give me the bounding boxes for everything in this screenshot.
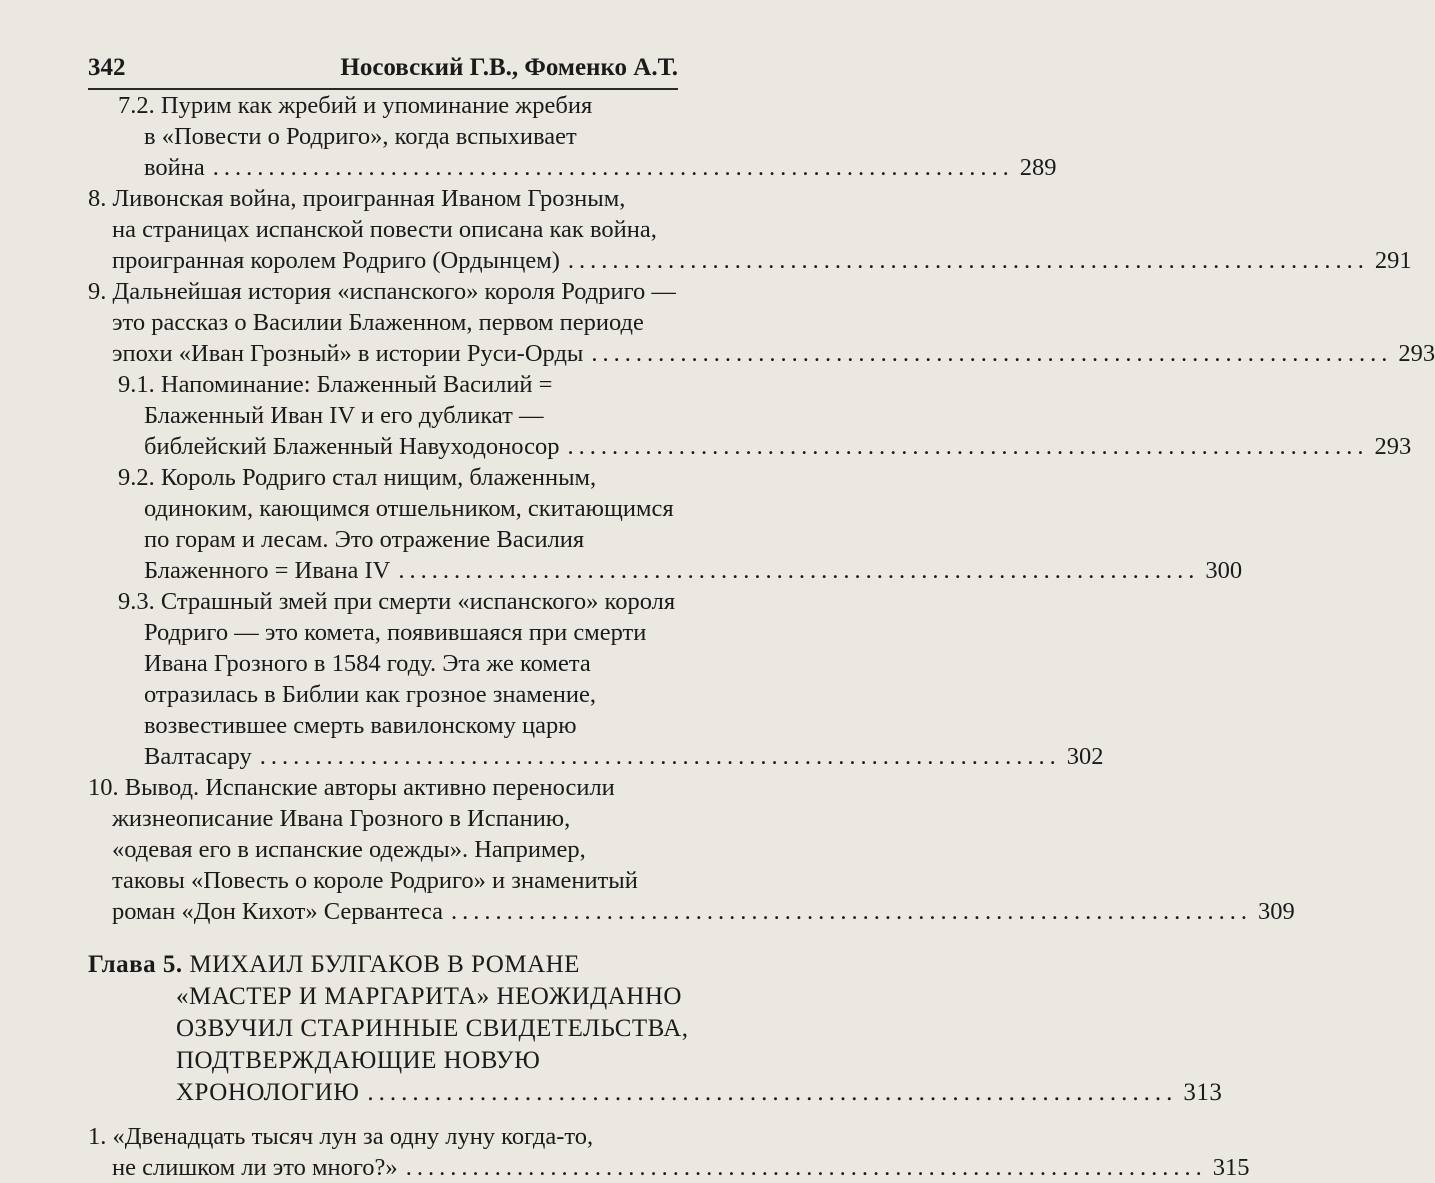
toc-entry-text: проигранная королем Родриго (Ордынцем) xyxy=(112,247,560,274)
toc-entry-line: одиноким, кающимся отшельником, скитающимся xyxy=(144,495,674,522)
toc-entry-line: в «Повести о Родриго», когда вспыхивает xyxy=(144,123,577,150)
toc-entry-9-2 xyxy=(88,462,1243,586)
toc-page-number: 315 xyxy=(1212,1154,1250,1181)
toc-entry-line: 10. Вывод. Испанские авторы активно переносили xyxy=(88,774,615,801)
dot-leader: ........................................................................ xyxy=(567,247,1369,274)
toc-entry-line: 8. Ливонская война, проигранная Иваном Грозным, xyxy=(88,185,626,212)
toc-entry-last-line xyxy=(88,1152,1250,1183)
toc-entry-8 xyxy=(88,183,1412,276)
chapter-title-line xyxy=(88,949,678,981)
toc-entry-line: 9.3. Страшный змей при смерти «испанского» короля xyxy=(118,588,676,615)
toc-entry-last-line xyxy=(88,245,1412,276)
chapter-title-last-line xyxy=(88,1077,1223,1109)
toc-page-number: 302 xyxy=(1066,743,1104,770)
toc-entry-last-line xyxy=(88,152,1057,183)
toc-entry-9-3 xyxy=(88,586,1104,772)
toc-entry-ch5-1 xyxy=(88,1121,1250,1183)
toc-entry-line: 9.2. Король Родриго стал нищим, блаженным, xyxy=(118,464,597,491)
table-of-contents xyxy=(88,90,1435,1183)
dot-leader: ........................................................................ xyxy=(450,898,1252,925)
toc-entry-line: «одевая его в испанские одежды». Например, xyxy=(112,836,586,863)
chapter-title-text: ХРОНОЛОГИЮ xyxy=(176,1079,360,1106)
toc-entry-last-line xyxy=(88,431,1412,462)
spacer xyxy=(88,1109,678,1121)
toc-entry-line: 9. Дальнейшая история «испанского» короля Родриго — xyxy=(88,278,676,305)
chapter-label: Глава 5. xyxy=(88,951,183,978)
chapter-title-line: ОЗВУЧИЛ СТАРИННЫЕ СВИДЕТЕЛЬСТВА, xyxy=(176,1015,689,1042)
toc-entry-text: роман «Дон Кихот» Сервантеса xyxy=(112,898,443,925)
toc-entry-line: возвестившее смерть вавилонскому царю xyxy=(144,712,577,739)
toc-chapter-5 xyxy=(88,949,1223,1109)
toc-entry-line: Блаженный Иван IV и его дубликат — xyxy=(144,402,544,429)
dot-leader: ........................................................................ xyxy=(405,1154,1207,1181)
running-head-authors: Носовский Г.В., Фоменко А.Т. xyxy=(340,54,678,81)
dot-leader: ........................................................................ xyxy=(259,743,1061,770)
dot-leader: ........................................................................ xyxy=(591,340,1393,367)
toc-entry-text: война xyxy=(144,154,205,181)
toc-entry-last-line xyxy=(88,555,1243,586)
page-number: 342 xyxy=(88,54,126,81)
toc-page-number: 313 xyxy=(1183,1079,1223,1106)
toc-entry-text: эпохи «Иван Грозный» в истории Руси-Орды xyxy=(112,340,584,367)
toc-entry-text: библейский Блаженный Навуходоносор xyxy=(144,433,560,460)
toc-entry-text: не слишком ли это много?» xyxy=(112,1154,398,1181)
dot-leader: ........................................................................ xyxy=(367,1079,1178,1106)
toc-entry-line: это рассказ о Василии Блаженном, первом периоде xyxy=(112,309,644,336)
toc-page-number: 291 xyxy=(1374,247,1412,274)
toc-entry-line: 1. «Двенадцать тысяч лун за одну луну когда-то, xyxy=(88,1123,594,1150)
toc-entry-line: Ивана Грозного в 1584 году. Эта же комета xyxy=(144,650,591,677)
toc-entry-text: Блаженного = Ивана IV xyxy=(144,557,391,584)
toc-entry-9 xyxy=(88,276,1435,369)
toc-page-number: 293 xyxy=(1374,433,1412,460)
toc-entry-line: 9.1. Напоминание: Блаженный Василий = xyxy=(118,371,553,398)
toc-entry-line: жизнеописание Ивана Грозного в Испанию, xyxy=(112,805,571,832)
toc-entry-10 xyxy=(88,772,1295,927)
toc-page-number: 293 xyxy=(1398,340,1435,367)
toc-entry-line: на страницах испанской повести описана как война, xyxy=(112,216,657,243)
toc-entry-line: таковы «Повесть о короле Родриго» и знаменитый xyxy=(112,867,638,894)
toc-page-number: 309 xyxy=(1257,898,1295,925)
toc-entry-last-line xyxy=(88,338,1435,369)
chapter-title-line: ПОДТВЕРЖДАЮЩИЕ НОВУЮ xyxy=(176,1047,541,1074)
chapter-title-line: «МАСТЕР И МАРГАРИТА» НЕОЖИДАННО xyxy=(176,983,682,1010)
toc-entry-line: 7.2. Пурим как жребий и упоминание жребия xyxy=(118,92,593,119)
toc-page-number: 289 xyxy=(1019,154,1057,181)
toc-entry-line: Родриго — это комета, появившаяся при смерти xyxy=(144,619,647,646)
toc-entry-line: отразилась в Библии как грозное знамение, xyxy=(144,681,597,708)
dot-leader: ........................................................................ xyxy=(398,557,1200,584)
running-header xyxy=(88,40,678,90)
toc-entry-7-2 xyxy=(88,90,1057,183)
chapter-title-text: МИХАИЛ БУЛГАКОВ В РОМАНЕ xyxy=(189,951,580,978)
toc-entry-line: по горам и лесам. Это отражение Василия xyxy=(144,526,585,553)
dot-leader: ........................................................................ xyxy=(212,154,1014,181)
toc-entry-last-line xyxy=(88,741,1104,772)
toc-entry-text: Валтасару xyxy=(144,743,252,770)
toc-entry-last-line xyxy=(88,896,1295,927)
toc-entry-9-1 xyxy=(88,369,1412,462)
dot-leader: ........................................................................ xyxy=(567,433,1369,460)
toc-page-number: 300 xyxy=(1205,557,1243,584)
